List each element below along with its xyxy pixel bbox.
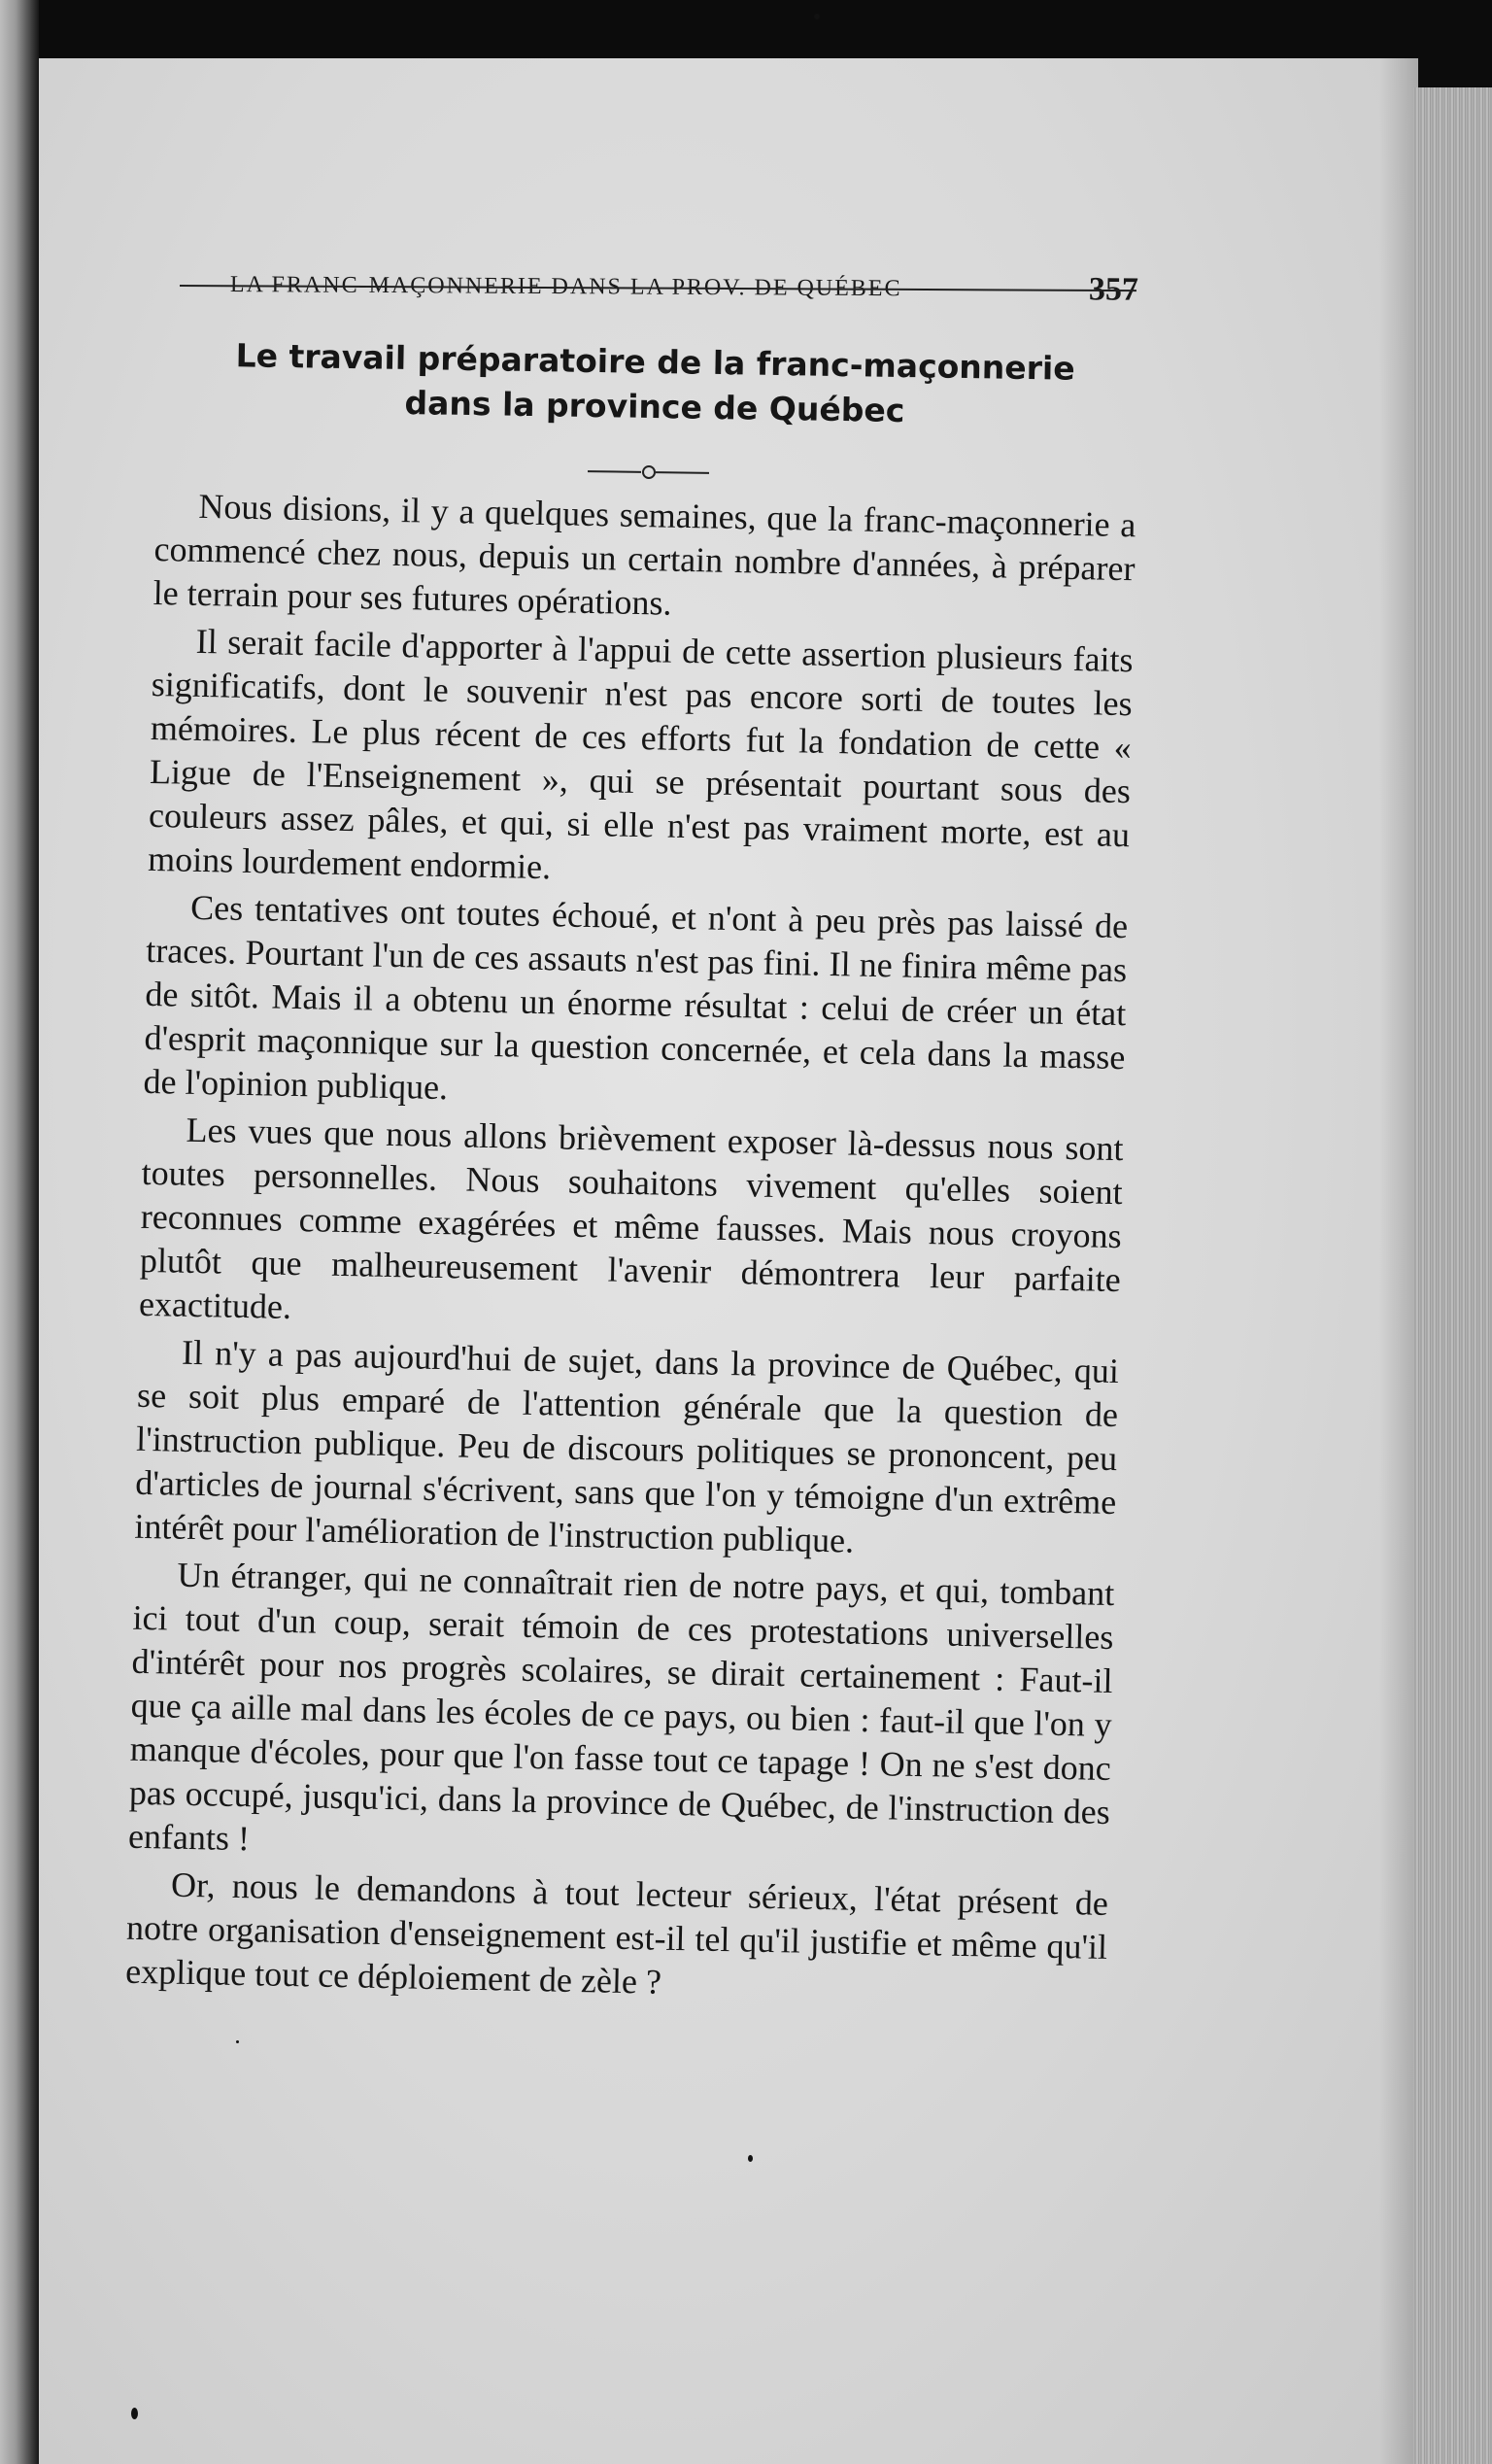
scan-speck: [236, 2040, 239, 2043]
paragraph: Un étranger, qui ne connaîtrait rien de notre pays, et qui, tombant ici tout d'un coup, serait témoin de ces protestations universelles d'intérêt pour nos progrès scolaires, se dirait certainement : Faut-il que ça aille mal dans les écoles de ce pays, ou bien : faut-il que l'on y manque d'écoles, pour que l'on fasse tout ce tapage ! On ne s'est donc pas occupé, jusqu'ici, dans la province de Québec, de l'instruction des enfants !: [127, 1555, 1115, 1859]
page-number: 357: [1088, 271, 1139, 308]
scan-speck: [748, 2155, 753, 2162]
paragraph: Il serait facile d'apporter à l'appui de cette assertion plusieurs faits significatifs, dont le souvenir n'est pas encore sorti de toutes les mémoires. Le plus récent de ces efforts fut la fondation de cette « Ligue de l'Enseignement », qui se présentait pourtant sous des couleurs assez pâles, et qui, si elle n'est pas vraiment morte, est au moins lourdement endormie.: [147, 621, 1134, 887]
page-shadow: [1379, 58, 1418, 2464]
article-body: [125, 484, 1136, 2017]
running-header: [230, 272, 1138, 317]
page-stack-edge: [1413, 87, 1492, 2464]
left-page-edge: [0, 0, 39, 2464]
heading-line-1: Le travail préparatoire de la franc-maçonnerie: [235, 336, 1075, 388]
ornament-line-right: [656, 471, 709, 474]
running-title: LA FRANC-MAÇONNERIE DANS LA PROV. DE QUÉBEC: [229, 272, 902, 302]
paragraph: Les vues que nous allons brièvement exposer là-dessus nous sont toutes personnelles. Nous souhaitons vivement qu'elles soient reconnues comme exagérées et même fausses. Mais nous croyons plutôt que malheureusement l'avenir démontrera leur parfaite exactitude.: [138, 1110, 1124, 1326]
paragraph: Or, nous le demandons à tout lecteur sérieux, l'état présent de notre organisation d'enseignement est-il tel qu'il justifie et même qu'il explique tout ce déploiement de zèle ?: [124, 1865, 1109, 2002]
heading-line-2: dans la province de Québec: [404, 383, 905, 430]
scan-speck: [814, 14, 820, 19]
ornament-ring: [642, 465, 656, 479]
paragraph: Nous disions, il y a quelques semaines, que la franc-maçonnerie a commencé chez nous, depuis un certain nombre d'années, à préparer le terrain pour ses futures opérations.: [153, 486, 1136, 623]
paragraph: Ces tentatives ont toutes échoué, et n'ont à peu près pas laissé de traces. Pourtant l'un de ces assauts n'est pas fini. Il ne finira même pas de sitôt. Mais il a obtenu un énorme résultat : celui de créer un état d'esprit maçonnique sur la question concernée, et cela dans la masse de l'opinion publique.: [143, 887, 1129, 1108]
scan-speck: [131, 2408, 138, 2419]
section-ornament: [588, 463, 709, 481]
paragraph: Il n'y a pas aujourd'hui de sujet, dans la province de Québec, qui se soit plus emparé de l'attention générale que la question de l'instruction publique. Peu de discours politiques se prononcent, peu d'articles de journal s'écrivent, sans que l'on y témoigne d'un extrême intérêt pour l'amélioration de l'instruction publique.: [134, 1332, 1120, 1560]
ornament-line-left: [588, 470, 641, 473]
article-heading: [222, 333, 1088, 436]
